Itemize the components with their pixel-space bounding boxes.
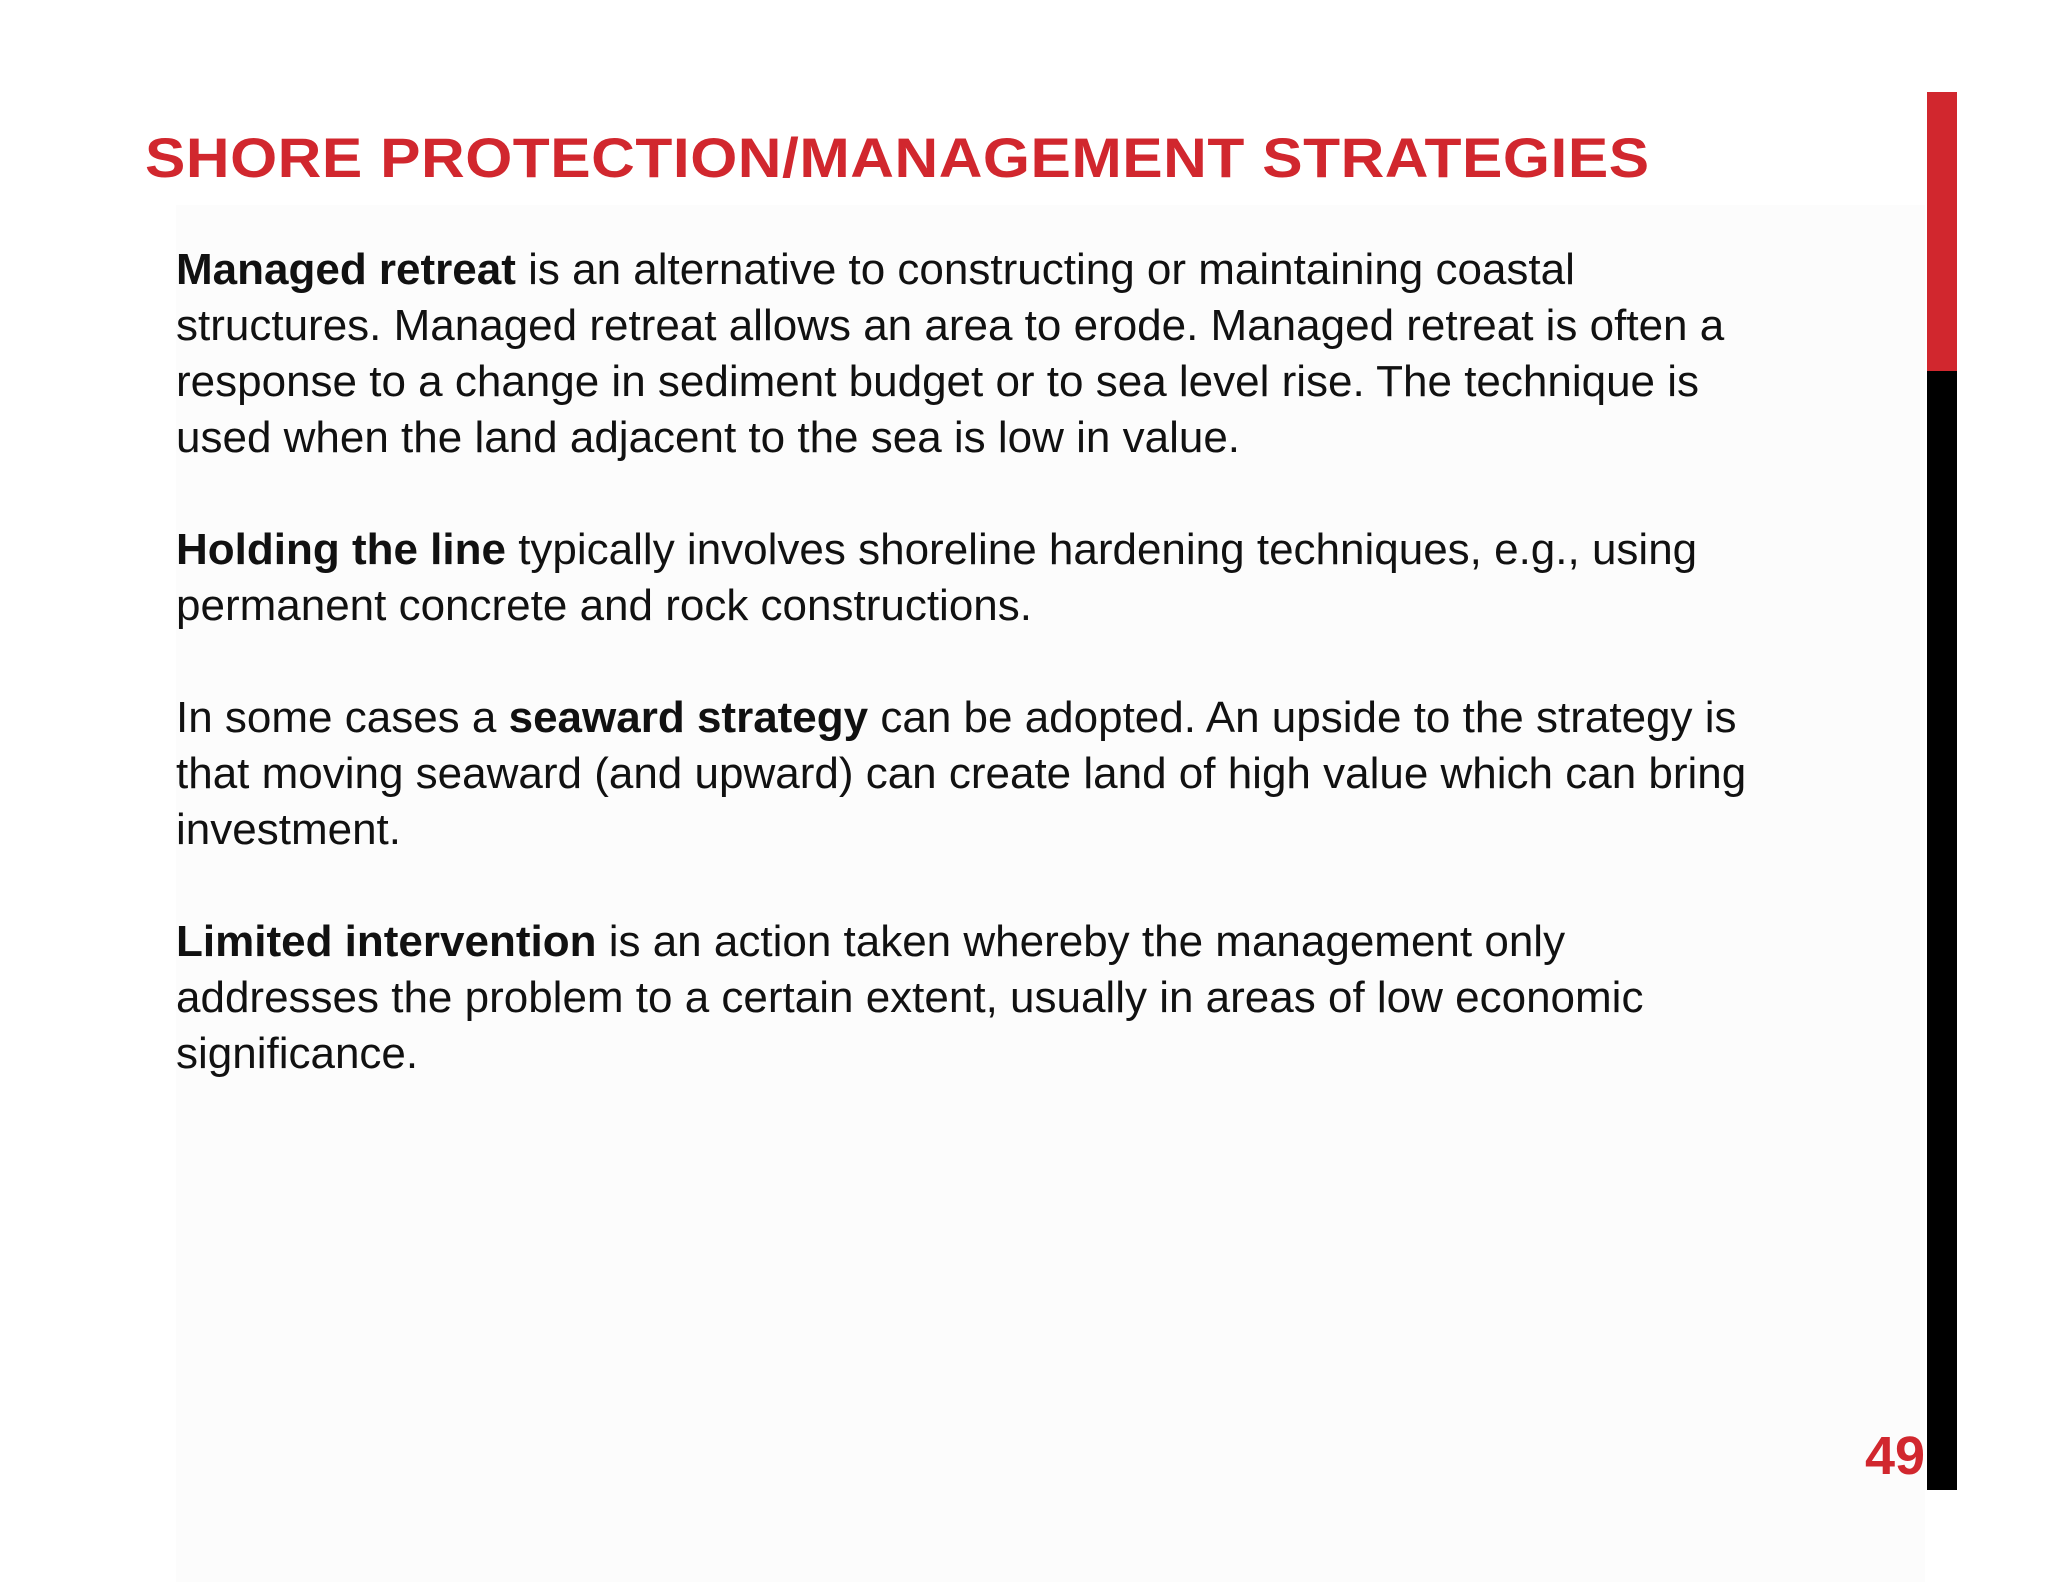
term-limited-intervention: Limited intervention: [176, 917, 597, 966]
text-line: permanent concrete and rock constructions.: [176, 581, 1033, 630]
accent-bar-red: [1927, 92, 1957, 371]
text-line: In some cases a: [176, 693, 509, 742]
text-line: response to a change in sediment budget or to sea level rise. The technique is: [176, 357, 1700, 406]
slide-title: SHORE PROTECTION/MANAGEMENT STRATEGIES: [145, 126, 1650, 189]
text-line: can be adopted. An upside to the strategy is: [868, 693, 1737, 742]
page-number: 49: [1865, 1426, 1926, 1486]
text-line: typically involves shoreline hardening techniques, e.g., using: [505, 525, 1698, 574]
term-seaward-strategy: seaward strategy: [508, 693, 869, 742]
term-managed-retreat: Managed retreat: [176, 245, 516, 294]
slide-body: [176, 242, 1876, 1138]
text-line: addresses the problem to a certain extent, usually in areas of low economic: [176, 973, 1644, 1022]
text-line: structures. Managed retreat allows an area to erode. Managed retreat is often a: [176, 301, 1725, 350]
accent-bar-black: [1927, 371, 1957, 1490]
paragraph-seaward-strategy: [176, 690, 1876, 858]
text-line: is an alternative to constructing or maintaining coastal: [515, 245, 1575, 294]
paragraph-holding-the-line: [176, 522, 1876, 634]
paragraph-managed-retreat: [176, 242, 1876, 466]
text-line: investment.: [176, 805, 401, 854]
paragraph-limited-intervention: [176, 914, 1876, 1082]
text-line: used when the land adjacent to the sea is low in value.: [176, 413, 1241, 462]
text-line: is an action taken whereby the management only: [596, 917, 1566, 966]
text-line: that moving seaward (and upward) can create land of high value which can bring: [176, 749, 1747, 798]
text-line: significance.: [176, 1029, 419, 1078]
term-holding-the-line: Holding the line: [176, 525, 506, 574]
